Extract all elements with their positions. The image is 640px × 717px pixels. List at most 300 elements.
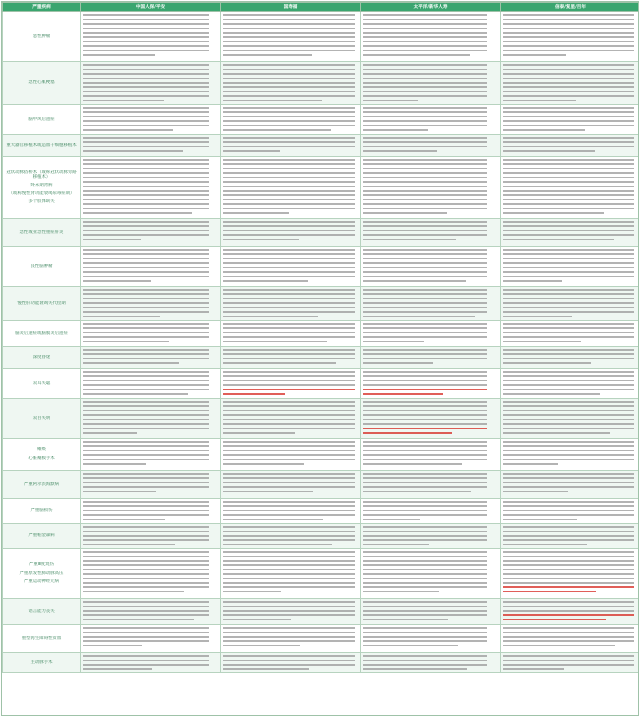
text-stroke (223, 336, 355, 338)
definition-text-line (503, 529, 638, 533)
text-stroke (503, 459, 634, 461)
text-stroke (83, 271, 209, 273)
text-stroke (363, 401, 487, 403)
text-stroke (83, 249, 209, 251)
disease-name: 严重Ⅲ度烧伤 (29, 562, 54, 568)
text-stroke (503, 316, 572, 318)
text-stroke (83, 289, 209, 291)
text-stroke (223, 262, 355, 264)
text-stroke (223, 371, 355, 373)
definition-cell (81, 652, 221, 673)
text-stroke (363, 100, 418, 102)
text-stroke (83, 556, 209, 558)
text-stroke (83, 491, 156, 493)
text-stroke (83, 405, 209, 407)
definition-cell (501, 438, 640, 470)
text-stroke (83, 262, 209, 264)
definition-text-line (83, 128, 218, 132)
disease-name-cell (3, 624, 81, 652)
definition-cell (501, 62, 640, 105)
definition-text-line (363, 274, 498, 278)
text-stroke (83, 569, 209, 571)
text-stroke (503, 14, 634, 16)
text-stroke (223, 655, 355, 657)
disease-name-cell (3, 320, 81, 346)
text-stroke (363, 107, 487, 109)
definition-text-line (223, 314, 358, 318)
definition-cell (221, 134, 361, 156)
text-stroke (363, 384, 487, 386)
definition-cell (81, 12, 221, 62)
text-stroke (503, 341, 581, 343)
text-stroke (363, 73, 487, 75)
definition-text-line (83, 237, 218, 241)
text-stroke (503, 393, 600, 395)
text-stroke (503, 78, 634, 80)
text-stroke (223, 230, 355, 232)
text-stroke (223, 234, 355, 236)
text-stroke (503, 86, 634, 88)
definition-cell (361, 438, 501, 470)
text-stroke (223, 362, 336, 364)
text-stroke (503, 405, 634, 407)
definition-text-line (83, 554, 218, 558)
text-stroke (83, 276, 209, 278)
text-stroke (83, 311, 209, 313)
text-stroke (223, 384, 355, 386)
text-stroke (363, 505, 487, 507)
definition-text-line (83, 392, 218, 396)
text-stroke (83, 234, 209, 236)
text-stroke (363, 477, 487, 479)
text-stroke (503, 526, 634, 528)
text-stroke (83, 591, 184, 593)
definition-text-line (503, 658, 638, 662)
text-stroke (363, 293, 487, 295)
text-stroke (363, 601, 487, 603)
definition-text-line (83, 98, 218, 102)
text-stroke (363, 146, 487, 148)
disease-name-cell (3, 156, 81, 218)
text-stroke (363, 45, 487, 47)
table-row (3, 652, 640, 673)
text-stroke (223, 172, 355, 174)
text-stroke (83, 253, 209, 255)
definition-cell (361, 652, 501, 673)
highlighted-definition-line (363, 431, 498, 435)
text-stroke (363, 78, 487, 80)
text-stroke (83, 454, 209, 456)
text-stroke (503, 336, 634, 338)
definition-text-line (223, 76, 358, 80)
text-stroke (83, 125, 209, 127)
disease-name: 慢性肝功能衰竭失代偿期 (17, 300, 66, 306)
text-stroke (223, 454, 355, 456)
text-stroke (223, 267, 355, 269)
disease-name-cell (3, 470, 81, 498)
text-stroke (83, 69, 209, 71)
disease-name-secondary: 多个肢体缺失 (28, 199, 55, 205)
text-stroke (83, 655, 209, 657)
text-stroke (363, 463, 462, 465)
text-stroke (363, 129, 428, 131)
text-stroke (503, 491, 568, 493)
disease-name-cell (3, 652, 81, 673)
definition-cell (221, 104, 361, 134)
text-stroke (363, 668, 467, 670)
definition-text-line (83, 462, 218, 466)
text-stroke (363, 141, 487, 143)
text-stroke (223, 100, 322, 102)
definition-text-line (363, 314, 498, 318)
text-stroke (83, 190, 209, 192)
highlighted-definition-line (363, 392, 498, 396)
definition-text-line (223, 361, 358, 365)
highlighted-definition-line (503, 589, 638, 593)
text-stroke (503, 428, 634, 430)
definition-cell (221, 398, 361, 438)
column-header-insurer-2: 国寿福 (221, 3, 361, 12)
text-stroke (83, 384, 209, 386)
text-stroke (503, 505, 634, 507)
definition-text-line (363, 149, 498, 153)
text-stroke (363, 627, 487, 629)
table-row (3, 12, 640, 62)
text-stroke (223, 473, 355, 475)
disease-name-secondary: 心脏瓣膜手术 (28, 455, 55, 461)
text-stroke (363, 606, 487, 608)
definition-cell (361, 12, 501, 62)
text-stroke (363, 203, 487, 205)
definition-text-line (363, 128, 498, 132)
text-stroke (503, 194, 634, 196)
definition-text-line (83, 361, 218, 365)
text-stroke (363, 181, 487, 183)
definition-text-line (363, 517, 498, 521)
text-stroke (83, 327, 209, 329)
text-stroke (503, 560, 634, 562)
text-stroke (83, 28, 209, 30)
highlighted-definition-line (223, 392, 358, 396)
disease-name: 脑中风后遗症 (28, 116, 55, 122)
definition-text-line (83, 630, 218, 634)
disease-name: 严重帕金森病 (28, 533, 55, 539)
text-stroke (363, 640, 487, 642)
definition-cell (221, 523, 361, 548)
text-stroke (363, 137, 487, 139)
text-stroke (223, 32, 355, 34)
disease-name-cell (3, 134, 81, 156)
text-stroke (223, 137, 355, 139)
definition-cell (361, 470, 501, 498)
disease-name: 深度昏迷 (32, 354, 51, 360)
text-stroke (503, 482, 634, 484)
definition-text-line (83, 667, 218, 671)
text-stroke (363, 323, 487, 325)
definition-text-line (363, 554, 498, 558)
definition-text-line (83, 274, 218, 278)
text-stroke (363, 441, 487, 443)
table-row (3, 320, 640, 346)
text-stroke (363, 450, 487, 452)
text-stroke (83, 120, 209, 122)
text-stroke (363, 163, 487, 165)
text-stroke (83, 614, 209, 616)
text-stroke (503, 389, 634, 391)
definition-cell (361, 368, 501, 398)
definition-cell (81, 470, 221, 498)
text-stroke (503, 384, 634, 386)
text-stroke (503, 660, 634, 662)
definition-text-line (363, 211, 498, 215)
definition-text-line (223, 274, 358, 278)
text-stroke (83, 91, 209, 93)
definition-text-line (363, 48, 498, 52)
text-stroke (363, 614, 487, 616)
text-stroke (223, 107, 355, 109)
definition-cell (501, 320, 640, 346)
definition-cell (81, 624, 221, 652)
text-stroke (83, 482, 209, 484)
text-stroke (223, 212, 289, 214)
text-stroke (503, 349, 634, 351)
definition-text-line (83, 576, 218, 580)
text-stroke (503, 586, 634, 588)
text-stroke (503, 636, 634, 638)
disease-name: 急性或亚急性重症肝炎 (19, 229, 64, 235)
text-stroke (363, 86, 487, 88)
text-stroke (83, 573, 209, 575)
text-stroke (503, 64, 634, 66)
text-stroke (363, 41, 487, 43)
definition-cell (81, 598, 221, 624)
text-stroke (83, 601, 209, 603)
disease-name: 双耳失聪 (32, 380, 51, 386)
definition-cell (221, 286, 361, 320)
highlighted-definition-line (503, 617, 638, 621)
text-stroke (363, 116, 487, 118)
text-stroke (83, 441, 209, 443)
disease-name-cell (3, 368, 81, 398)
text-stroke (363, 253, 487, 255)
definition-cell (501, 498, 640, 523)
definition-text-line (83, 589, 218, 593)
text-stroke (83, 159, 209, 161)
text-stroke (83, 203, 209, 205)
text-stroke (503, 120, 634, 122)
text-stroke (363, 332, 487, 334)
definition-cell (361, 598, 501, 624)
text-stroke (223, 64, 355, 66)
text-stroke (363, 419, 487, 421)
definition-text-line (83, 211, 218, 215)
text-stroke (503, 473, 634, 475)
definition-text-line (503, 76, 638, 80)
disease-name-cell (3, 598, 81, 624)
text-stroke (223, 636, 355, 638)
text-stroke (363, 375, 487, 377)
text-stroke (223, 311, 355, 313)
text-stroke (363, 414, 487, 416)
text-stroke (503, 655, 634, 657)
text-stroke (503, 332, 634, 334)
text-stroke (363, 578, 487, 580)
text-stroke (223, 225, 355, 227)
text-stroke (83, 129, 173, 131)
definition-text-line (223, 462, 358, 466)
text-stroke (223, 186, 355, 188)
table-row (3, 438, 640, 470)
definition-cell (221, 12, 361, 62)
table-row (3, 218, 640, 246)
text-stroke (223, 505, 355, 507)
disease-name: 瘫痪 (37, 447, 46, 453)
disease-name: 双目失明 (32, 415, 51, 421)
text-stroke (503, 280, 562, 282)
definition-text-line (503, 630, 638, 634)
definition-text-line (363, 542, 498, 546)
text-stroke (223, 510, 355, 512)
column-header-insurer-3: 太平洋/新华人寿 (361, 3, 501, 12)
text-stroke (363, 526, 487, 528)
text-stroke (83, 293, 209, 295)
definition-text-line (503, 392, 638, 396)
text-stroke (363, 632, 487, 634)
text-stroke (83, 45, 209, 47)
definition-text-line (223, 554, 358, 558)
table-row (3, 346, 640, 368)
disease-name: 语言能力丧失 (28, 608, 55, 614)
text-stroke (223, 36, 355, 38)
text-stroke (223, 491, 313, 493)
definition-text-line (363, 237, 498, 241)
definition-text-line (83, 48, 218, 52)
text-stroke (223, 86, 355, 88)
definition-text-line (223, 667, 358, 671)
definition-text-line (363, 489, 498, 493)
text-stroke (83, 95, 209, 97)
definition-text-line (503, 53, 638, 57)
definition-cell (81, 218, 221, 246)
text-stroke (363, 582, 487, 584)
text-stroke (503, 432, 610, 434)
text-stroke (223, 660, 355, 662)
definition-text-line (363, 76, 498, 80)
text-stroke (223, 414, 355, 416)
definition-text-line (83, 279, 218, 283)
table-row (3, 104, 640, 134)
text-stroke (223, 535, 355, 537)
definition-text-line (223, 26, 358, 30)
text-stroke (223, 619, 291, 621)
definition-cell (361, 218, 501, 246)
definition-cell (221, 320, 361, 346)
text-stroke (223, 410, 355, 412)
text-stroke (83, 619, 194, 621)
disease-name-secondary: 终末期肾病 (30, 183, 53, 189)
text-stroke (223, 486, 355, 488)
definition-text-line (503, 274, 638, 278)
definition-text-line (83, 53, 218, 57)
disease-name-cell (3, 398, 81, 438)
text-stroke (223, 645, 300, 647)
definition-cell (221, 346, 361, 368)
definition-cell (81, 548, 221, 598)
definition-text-line (363, 206, 498, 210)
text-stroke (223, 221, 355, 223)
definition-text-line (503, 184, 638, 188)
text-stroke (83, 501, 209, 503)
text-stroke (223, 19, 355, 21)
text-stroke (363, 353, 487, 355)
text-stroke (83, 668, 152, 670)
definition-cell (221, 498, 361, 523)
text-stroke (363, 655, 487, 657)
text-stroke (223, 276, 355, 278)
text-stroke (503, 535, 634, 537)
definition-text-line (223, 431, 358, 435)
text-stroke (363, 619, 448, 621)
text-stroke (223, 601, 355, 603)
definition-cell (361, 624, 501, 652)
definition-text-line (223, 529, 358, 533)
text-stroke (83, 450, 209, 452)
text-stroke (223, 91, 355, 93)
text-stroke (83, 463, 146, 465)
text-stroke (503, 234, 634, 236)
text-stroke (223, 539, 355, 541)
disease-name-cell (3, 523, 81, 548)
text-stroke (223, 463, 304, 465)
text-stroke (83, 551, 209, 553)
definition-text-line (223, 658, 358, 662)
text-stroke (223, 432, 295, 434)
text-stroke (83, 560, 209, 562)
definition-cell (81, 368, 221, 398)
disease-name-cell (3, 286, 81, 320)
text-stroke (503, 463, 558, 465)
definition-text-line (363, 26, 498, 30)
text-stroke (503, 601, 634, 603)
text-stroke (223, 163, 355, 165)
text-stroke (503, 230, 634, 232)
disease-name: 重型再生障碍性贫血 (21, 635, 62, 641)
definition-text-line (503, 279, 638, 283)
text-stroke (223, 298, 355, 300)
text-stroke (83, 389, 209, 391)
definition-cell (501, 218, 640, 246)
definition-text-line (223, 279, 358, 283)
text-stroke (223, 111, 355, 113)
text-stroke (223, 353, 355, 355)
text-stroke (83, 428, 209, 430)
text-stroke (223, 519, 323, 521)
disease-name-cell (3, 104, 81, 134)
text-stroke (223, 95, 355, 97)
text-stroke (503, 249, 634, 251)
text-stroke (503, 323, 634, 325)
text-stroke (503, 45, 634, 47)
text-stroke (503, 298, 634, 300)
definition-text-line (503, 149, 638, 153)
text-stroke (503, 116, 634, 118)
text-stroke (223, 573, 355, 575)
table-row (3, 548, 640, 598)
text-stroke (83, 477, 209, 479)
text-stroke (83, 141, 209, 143)
definition-text-line (503, 431, 638, 435)
text-stroke (223, 450, 355, 452)
